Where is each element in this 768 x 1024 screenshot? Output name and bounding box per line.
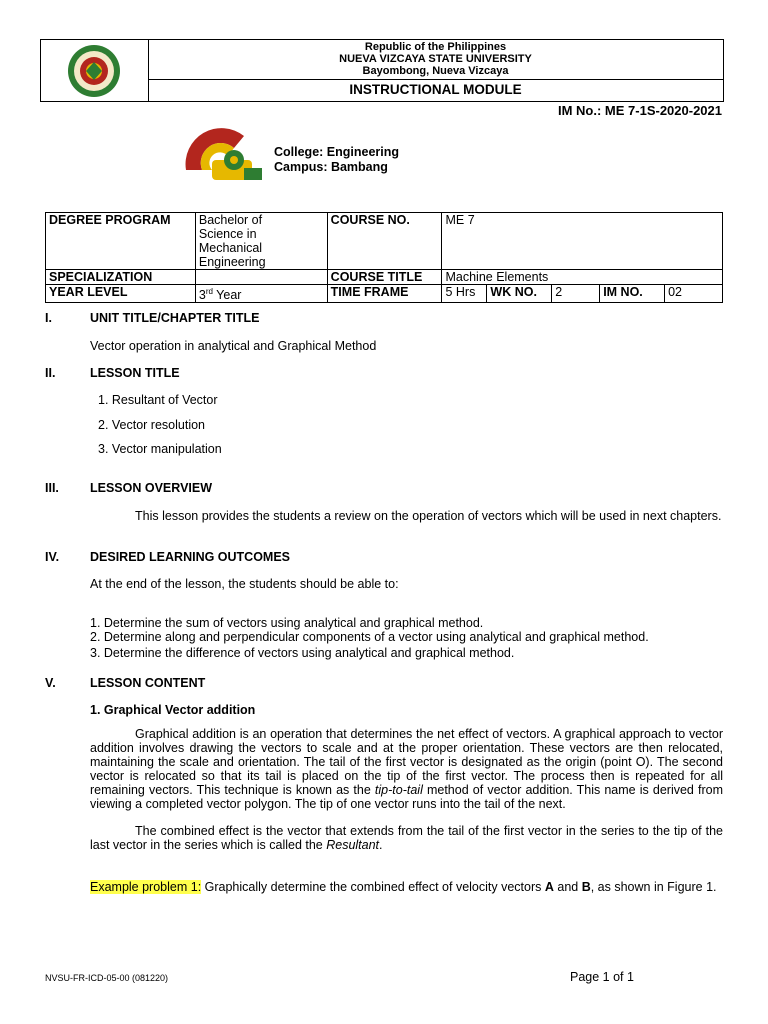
campus-name: Campus: Bambang — [274, 160, 388, 174]
section-number: I. — [45, 311, 52, 325]
text-span: . — [379, 838, 383, 852]
year-number: 3 — [198, 288, 206, 303]
section-title: DESIRED LEARNING OUTCOMES — [90, 550, 291, 564]
example-label: Example problem 1: — [90, 880, 202, 894]
college-name: College: Engineering — [274, 145, 400, 159]
degree-line: Engineering — [198, 255, 266, 269]
year-suffix: rd — [205, 287, 213, 296]
degree-line: Mechanical — [198, 241, 263, 255]
university-logo-cell — [41, 40, 149, 101]
year-level-value — [195, 285, 327, 303]
header-university-text — [148, 40, 723, 80]
college-engineering-logo-icon — [178, 124, 268, 186]
course-title-label: COURSE TITLE — [327, 270, 442, 285]
degree-line: Science in — [198, 227, 257, 241]
im-no-value: 02 — [665, 285, 723, 303]
header-university-name: NUEVA VIZCAYA STATE UNIVERSITY — [339, 53, 532, 65]
overview-text: This lesson provides the students a review on the operation of vectors which will be used in next chapters. — [135, 509, 722, 523]
im-no-label: IM NO. — [600, 285, 665, 303]
list-item: 3. Determine the difference of vectors using analytical and graphical method. — [90, 646, 515, 660]
degree-line: Bachelor of — [198, 213, 263, 227]
course-title-value: Machine Elements — [442, 270, 723, 285]
course-no-value: ME 7 — [442, 213, 723, 270]
time-frame-value: 5 Hrs — [442, 285, 487, 303]
text-span: The combined effect is the vector that extends from the tail of the first vector in the series to the tip of the last vector in the series which is called the — [90, 824, 723, 852]
unit-title-text: Vector operation in analytical and Graphical Method — [90, 339, 377, 353]
list-item: 3. Vector manipulation — [98, 442, 222, 456]
outcomes-intro: At the end of the lesson, the students should be able to: — [90, 577, 399, 591]
degree-program-value — [195, 213, 327, 270]
italic-term: Resultant — [326, 838, 380, 852]
page-number: Page 1 of 1 — [570, 970, 634, 984]
text-span: , as shown in Figure 1. — [590, 880, 717, 894]
example-problem — [90, 880, 723, 894]
college-campus-block — [274, 145, 399, 175]
section-number: V. — [45, 676, 56, 690]
list-item: 2. Vector resolution — [98, 418, 206, 432]
course-info-table — [45, 212, 723, 303]
vector-b: B — [581, 880, 591, 894]
course-no-label: COURSE NO. — [327, 213, 442, 270]
time-frame-label: TIME FRAME — [327, 285, 442, 303]
section-title: LESSON TITLE — [90, 366, 180, 380]
italic-term: tip-to-tail — [374, 783, 423, 797]
section-number: II. — [45, 366, 56, 380]
section-title: UNIT TITLE/CHAPTER TITLE — [90, 311, 260, 325]
text-span: method of vector addition. This name is derived from viewing a completed vector polygon. The tip of one vector runs into the tail of the next. — [90, 783, 723, 811]
specialization-value — [195, 270, 327, 285]
content-paragraph — [90, 727, 723, 811]
wk-no-value: 2 — [552, 285, 600, 303]
im-number: IM No.: ME 7-1S-2020-2021 — [557, 103, 722, 118]
content-paragraph — [90, 824, 723, 852]
university-seal-icon — [41, 40, 148, 101]
section-title: LESSON OVERVIEW — [90, 481, 213, 495]
footer-form-code: NVSU-FR-ICD-05-00 (081220) — [45, 973, 169, 983]
section-number: IV. — [45, 550, 60, 564]
specialization-label: SPECIALIZATION — [46, 270, 196, 285]
list-item: 1. Determine the sum of vectors using analytical and graphical method. — [90, 616, 484, 630]
year-word: Year — [212, 288, 242, 303]
year-level-label: YEAR LEVEL — [46, 285, 196, 303]
wk-no-label: WK NO. — [487, 285, 552, 303]
text-span: Graphical addition is an operation that determines the net effect of vectors. A graphical approach to vector addition involves drawing the vectors to scale and at the proper orientation. These vectors are then relocated, maintaining the scale and orientation. The tail of the first vector is designated as the origin (point O). The second vector is relocated so that its tail is placed on the tip of the first vector. The process then is repeated for all remaining vectors. This technique is known as the — [90, 727, 723, 797]
section-title: LESSON CONTENT — [90, 676, 206, 690]
list-item: 1. Resultant of Vector — [98, 393, 218, 407]
header-box — [40, 39, 724, 102]
text-span: and — [553, 880, 582, 894]
header-location: Bayombong, Nueva Vizcaya — [362, 65, 509, 77]
text-span: Graphically determine the combined effect of velocity vectors — [201, 880, 545, 894]
subsection-title: 1. Graphical Vector addition — [90, 703, 256, 717]
module-title: INSTRUCTIONAL MODULE — [349, 82, 522, 97]
vector-a: A — [544, 880, 554, 894]
section-number: III. — [45, 481, 59, 495]
degree-program-label: DEGREE PROGRAM — [46, 213, 196, 270]
header-republic: Republic of the Philippines — [364, 41, 507, 53]
list-item: 2. Determine along and perpendicular components of a vector using analytical and graphical method. — [90, 630, 649, 644]
